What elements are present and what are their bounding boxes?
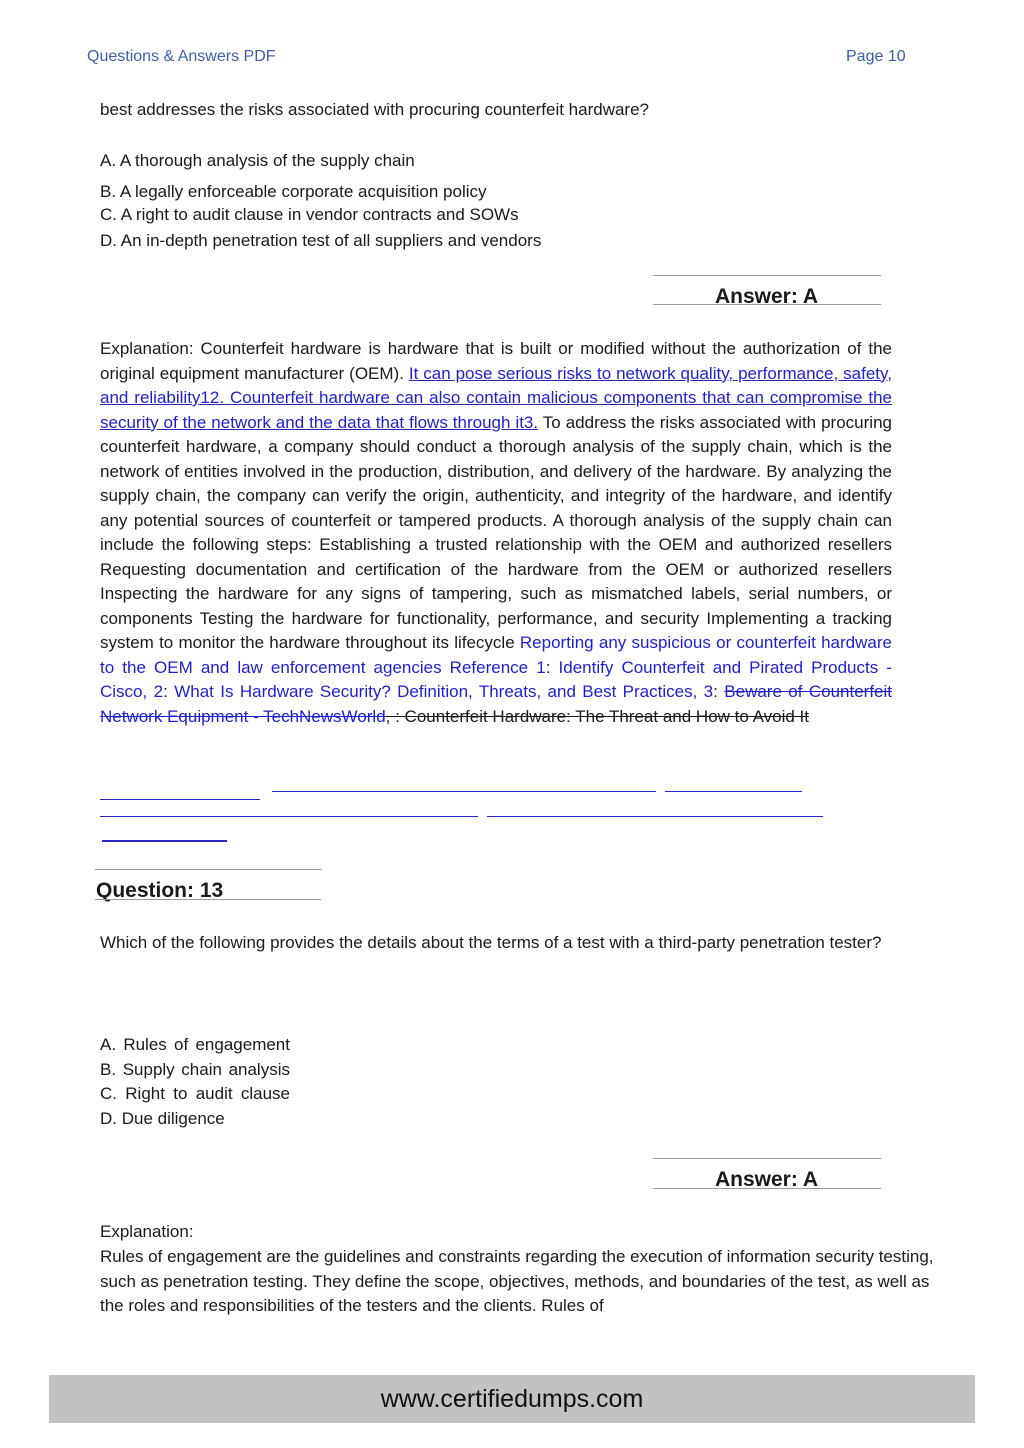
link-underline (102, 840, 227, 842)
explanation-paragraph (100, 337, 892, 729)
footer-bar (49, 1375, 975, 1423)
explanation-intro: Explanation: Counterfeit hardware is hardware that is built or modified without the authorization of the original equipment manufacturer (OEM). (100, 339, 892, 383)
footer-url[interactable]: www.certifiedumps.com (380, 1384, 644, 1413)
reference-link-cisco[interactable]: Identify Counterfeit and Pirated Products - Cisco, 2 (100, 657, 892, 701)
explanation-reporting-reference: Reporting any suspicious or counterfeit hardware to the OEM and law enforcement agencies Reference 1 (100, 633, 892, 677)
question-options: A. Rules of engagement B. Supply chain analysis C. Right to audit clause D. Due diligence (100, 1035, 290, 1128)
question-stem-continuation: best addresses the risks associated with procuring counterfeit hardware? (100, 100, 650, 119)
explanation-link-risks[interactable]: It can pose serious risks to network quality, performance, safety, and reliability12. Counterfeit hardware can also contain malicious components that can compromise the security of the network and the data that flows through it3. (100, 363, 892, 432)
link-underline (487, 816, 823, 817)
option-a: A. A thorough analysis of the supply chain (100, 151, 415, 170)
answer-rule-bottom (653, 304, 881, 305)
explanation-text: Rules of engagement are the guidelines and constraints regarding the execution of information security testing, such as penetration testing. They define the scope, objectives, methods, and boundaries of the test, as well as the roles and responsibilities of the testers and the clients. Rules of (100, 1247, 934, 1315)
colon-sep: : (545, 657, 551, 677)
header-title: Questions & Answers PDF (87, 48, 276, 65)
reference-counterfeit-hardware: , : Counterfeit Hardware: The Threat and How to Avoid It (385, 706, 809, 726)
explanation-label: Explanation: (100, 1222, 194, 1241)
answer-label: Answer: A (715, 1168, 819, 1191)
answer-rule-bottom (653, 1188, 881, 1189)
reference-link-hardware-security[interactable]: What Is Hardware Security? Definition, Threats, and Best Practices, 3 (174, 682, 714, 701)
colon-sep: : (163, 682, 168, 701)
colon-sep: : (713, 682, 718, 701)
option-d: D. An in-depth penetration test of all suppliers and vendors (100, 231, 542, 250)
answer-label: Answer: A (715, 285, 819, 308)
answer-rule-top (653, 275, 881, 276)
link-underline (100, 816, 478, 817)
question-title: Question: 13 (96, 879, 224, 902)
link-underline (100, 799, 260, 800)
question-rule-top (95, 869, 322, 870)
option-c: C. A right to audit clause in vendor contracts and SOWs (100, 205, 519, 224)
question-stem: Which of the following provides the details about the terms of a test with a third-party penetration tester? (100, 933, 882, 952)
question-rule-bottom (95, 899, 321, 900)
link-underline (272, 791, 656, 792)
explanation-body: To address the risks associated with procuring counterfeit hardware, a company should conduct a thorough analysis of the supply chain, which is the network of entities involved in the production, distribution, and delivery of the hardware. By analyzing the supply chain, the company can verify the origin, authenticity, and integrity of the hardware, and identify any potential sources of counterfeit or tampered products. A thorough analysis of the supply chain can include the following steps: Establishing a trusted relationship with the OEM and authorized resellers Requesting documentation and certification of the hardware from the OEM or authorized resellers Inspecting the hardware for any signs of tampering, such as mismatched labels, serial numbers, or components Testing the hardware for functionality, performance, and security Implementing a tracking system to monitor the hardware throughout its lifecycle (100, 412, 892, 652)
option-b: B. A legally enforceable corporate acquisition policy (100, 182, 487, 201)
answer-rule-top (653, 1158, 881, 1159)
page-number: Page 10 (846, 48, 906, 65)
reference-link-technewsworld[interactable]: Beware of Counterfeit Network Equipment - TechNewsWorld (100, 682, 893, 726)
link-underline (665, 791, 802, 792)
